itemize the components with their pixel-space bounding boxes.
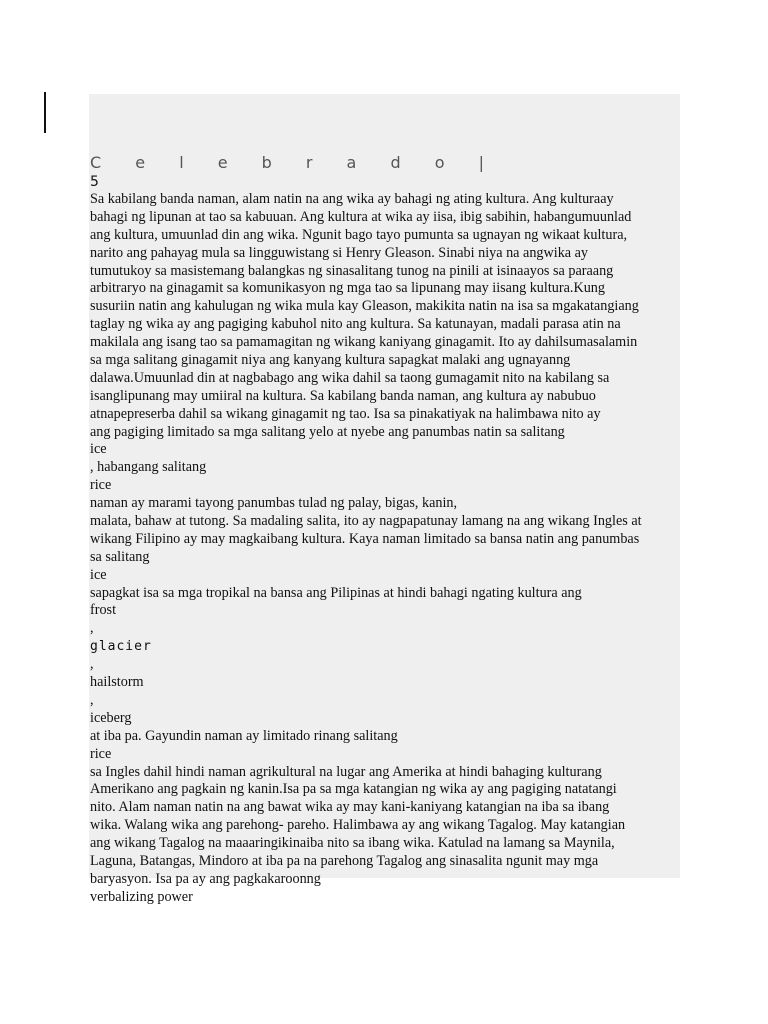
text-line: at iba pa. Gayundin naman ay limitado rinang salitang xyxy=(90,727,398,744)
text-line: Sa kabilang banda naman, alam natin na ang wika ay bahagi ng ating kultura. Ang kulturaay xyxy=(90,191,614,207)
text-line: malata, bahaw at tutong. Sa madaling salita, ito ay nagpapatunay lamang na ang wikang Ingles at xyxy=(90,513,642,530)
text-line: nito. Alam naman natin na ang bawat wika ay may kani-kaniyang katangian na iba sa ibang xyxy=(90,799,610,816)
text-line: rice xyxy=(90,745,112,762)
text-line: , xyxy=(90,620,94,637)
text-line: narito ang pahayag mula sa lingguwistang si Henry Gleason. Sinabi niya na angwika ay xyxy=(90,244,589,261)
text-line: ang wikang Tagalog na maaaringikinaiba nito sa ibang wika. Katulad na lamang sa Maynila, xyxy=(90,835,615,852)
page-content xyxy=(90,152,680,907)
text-line: frost xyxy=(90,602,117,619)
text-line: glacier xyxy=(90,639,152,655)
text-line: susuriin natin ang kahulugan ng wika mula kay Gleason, makikita natin na isa sa mgakatangiang xyxy=(90,298,639,315)
text-line: arbitraryo na ginagamit sa komunikasyon ng mga tao sa lipunang may iisang kultura.Kung xyxy=(90,280,605,297)
text-line: baryasyon. Isa pa ay ang pagkakaroonng xyxy=(90,870,321,887)
text-line: sa Ingles dahil hindi naman agrikultural na lugar ang Amerika at hindi bahaging kulturang xyxy=(90,763,602,780)
text-line: taglay ng wika ay ang pagiging kabuhol nito ang kultura. Sa katunayan, madali parasa atin na xyxy=(90,316,621,333)
text-line: rice xyxy=(90,477,112,494)
document-page xyxy=(89,94,680,905)
text-line: ice xyxy=(90,441,107,458)
text-line: iceberg xyxy=(90,709,132,726)
text-line: sa salitang xyxy=(90,548,150,565)
text-line: sa mga salitang ginagamit niya ang kanyang kultura sapagkat malaki ang ugnayanng xyxy=(90,352,571,369)
text-line: ice xyxy=(90,566,107,583)
text-line: , habangang salitang xyxy=(90,459,207,476)
text-line: , xyxy=(90,656,94,673)
text-line: tumutukoy sa masistemang balangkas ng sinasalitang tunog na pinili at isinaayos sa paraang xyxy=(90,262,614,279)
text-line: ang kultura, umuunlad din ang wika. Ngunit bago tayo pumunta sa ugnayan ng wikaat kultura, xyxy=(90,226,628,243)
text-line: Laguna, Batangas, Mindoro at iba pa na parehong Tagalog ang sinasalita ngunit may mga xyxy=(90,852,599,869)
page-number: 5 xyxy=(90,174,99,190)
text-line: bahagi ng lipunan at tao sa kabuuan. Ang kultura at wika ay iisa, ibig sabihin, habangumuunlad xyxy=(90,208,632,225)
text-line: isanglipunang may umiiral na kultura. Sa kabilang banda naman, ang kultura ay nabubuo xyxy=(90,387,596,404)
body-text xyxy=(90,191,680,907)
text-line: sapagkat isa sa mga tropikal na bansa ang Pilipinas at hindi bahagi ngating kultura ang xyxy=(90,584,582,601)
text-line: ang pagiging limitado sa mga salitang yelo at nyebe ang panumbas natin sa salitang xyxy=(90,423,565,440)
text-line: makilala ang isang tao sa pamamagitan ng wikang kaniyang ginagamit. Ito ay dahilsumasalamin xyxy=(90,334,638,351)
text-line: hailstorm xyxy=(90,674,144,691)
text-line: atnapepreserba dahil sa wikang ginagamit ng tao. Isa sa pinakatiyak na halimbawa nito ay xyxy=(90,405,601,422)
text-line: wikang Filipino ay may magkaibang kultura. Kaya naman limitado sa bansa natin ang panumbas xyxy=(90,530,640,547)
text-line: , xyxy=(90,691,94,708)
text-line: Amerikano ang pagkain ng kanin.Isa pa sa mga katangian ng wika ay ang pagiging natatangi xyxy=(90,781,617,798)
text-line: dalawa.Umuunlad din at nagbabago ang wika dahil sa taong gumagamit nito na kabilang sa xyxy=(90,369,610,386)
text-line: naman ay marami tayong panumbas tulad ng palay, bigas, kanin, xyxy=(90,495,458,512)
text-cursor xyxy=(44,92,46,133)
text-line: verbalizing power xyxy=(90,888,193,905)
text-line: wika. Walang wika ang parehong- pareho. Halimbawa ay ang wikang Tagalog. May katangian xyxy=(90,817,626,834)
running-header: C e l e b r a d o | xyxy=(90,153,499,172)
